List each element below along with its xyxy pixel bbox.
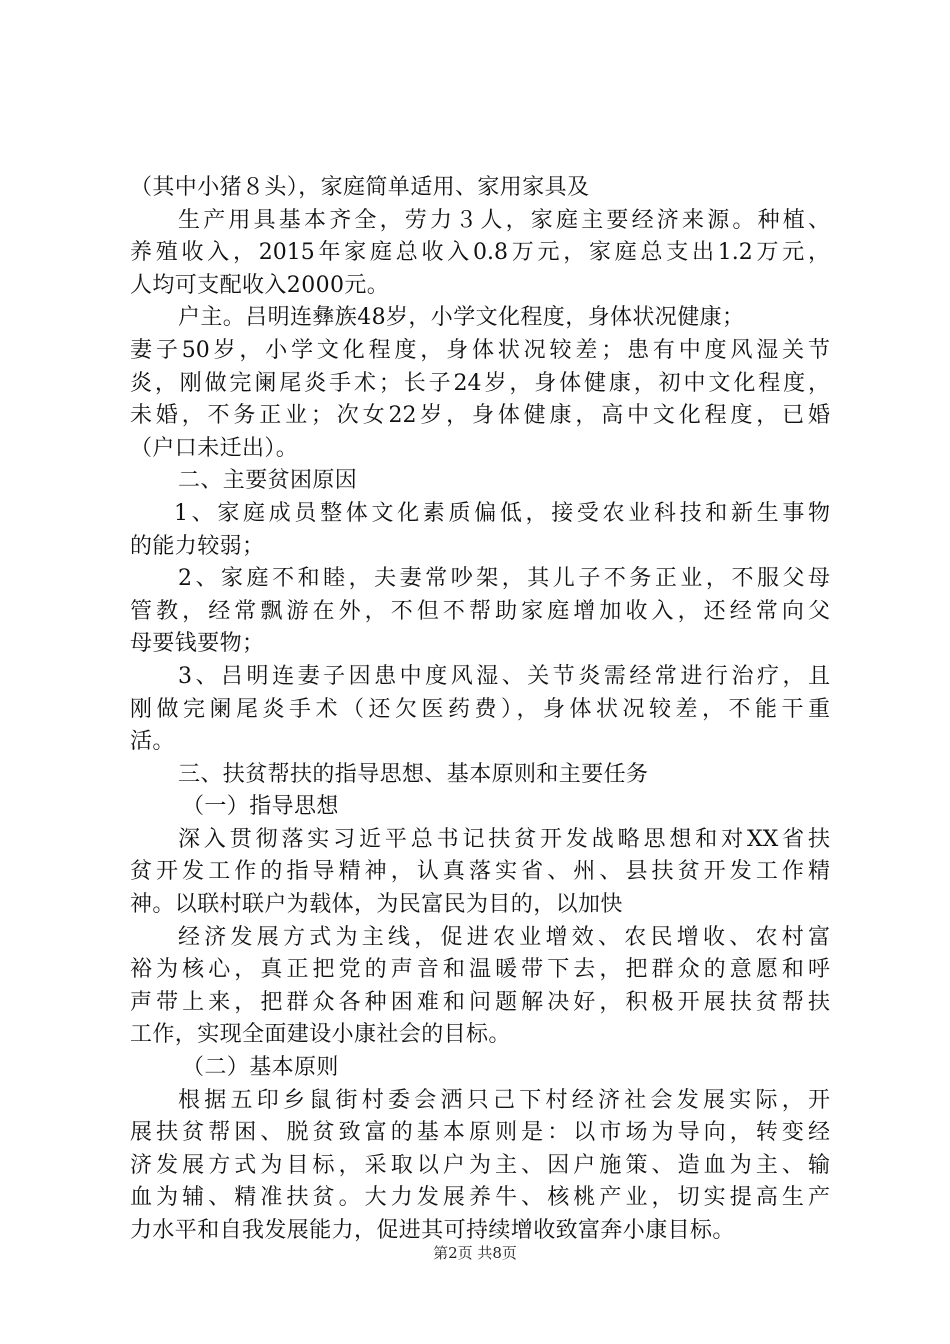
text-line: 管教，经常飘游在外，不但不帮助家庭增加收入，还经常向父 [130, 598, 830, 624]
text-line: 裕为核心，真正把党的声音和温暖带下去，把群众的意愿和呼 [130, 957, 830, 983]
text-line: 济发展方式为目标，采取以户为主、因户施策、造血为主、输 [130, 1152, 830, 1178]
text-line: 力水平和自我发展能力，促进其可持续增收致富奔小康目标。 [130, 1218, 735, 1243]
text-line: 妻子50岁，小学文化程度，身体状况较差；患有中度风湿关节 [130, 337, 830, 363]
subsection-heading: （二）基本原则 [182, 1055, 339, 1081]
text-line: 2、家庭不和睦，夫妻常吵架，其儿子不务正业，不服父母 [178, 566, 830, 592]
page-number: 第2页 共8页 [433, 1244, 517, 1262]
subsection-heading: （一）指导思想 [182, 794, 339, 820]
text-line: 母要钱要物； [130, 631, 265, 657]
text-line: 养殖收入，2015年家庭总收入0.8万元，家庭总支出1.2万元， [130, 240, 830, 266]
text-line: 炎，刚做完阑尾炎手术；长子24岁，身体健康，初中文化程度， [130, 370, 830, 396]
text-line: 刚做完阑尾炎手术（还欠医药费），身体状况较差，不能干重 [130, 696, 830, 722]
section-heading: 二、主要贫困原因 [178, 468, 358, 494]
text-line: 深入贯彻落实习近平总书记扶贫开发战略思想和对XX省扶 [178, 826, 830, 852]
text-line: 未婚，不务正业；次女22岁，身体健康，高中文化程度，已婚 [130, 403, 830, 429]
section-heading: 三、扶贫帮扶的指导思想、基本原则和主要任务 [178, 761, 649, 787]
text-line: 神。以联村联户为载体，为民富民为目的，以加快 [130, 892, 623, 918]
text-line: 贫开发工作的指导精神，认真落实省、州、县扶贫开发工作精 [130, 859, 830, 885]
document-body [130, 172, 830, 1248]
text-line: 展扶贫帮困、脱贫致富的基本原则是：以市场为导向，转变经 [130, 1120, 830, 1146]
text-line: 根据五印乡鼠街村委会洒只己下村经济社会发展实际，开 [178, 1087, 830, 1113]
text-line: 人均可支配收入2000元。 [130, 272, 390, 298]
text-line: 经济发展方式为主线，促进农业增效、农民增收、农村富 [178, 924, 830, 950]
text-line: 3、吕明连妻子因患中度风湿、关节炎需经常进行治疗，且 [178, 663, 830, 689]
text-line: 工作，实现全面建设小康社会的目标。 [130, 1022, 511, 1048]
text-line: 活。 [130, 729, 175, 755]
text-line: 户主。吕明连彝族48岁，小学文化程度，身体状况健康； [178, 305, 745, 331]
text-line: 血为辅、精准扶贫。大力发展养牛、核桃产业，切实提高生产 [130, 1185, 830, 1211]
text-line: （其中小猪８头），家庭简单适用、家用家具及 [130, 175, 590, 200]
text-line: 生产用具基本齐全，劳力３人，家庭主要经济来源。种植、 [178, 207, 830, 233]
text-line: （户口未迁出）。 [130, 435, 299, 461]
text-line: 1、家庭成员整体文化素质偏低，接受农业科技和新生事物 [174, 500, 830, 526]
text-line: 声带上来，把群众各种困难和问题解决好，积极开展扶贫帮扶 [130, 989, 830, 1015]
text-line: 的能力较弱； [130, 533, 265, 559]
